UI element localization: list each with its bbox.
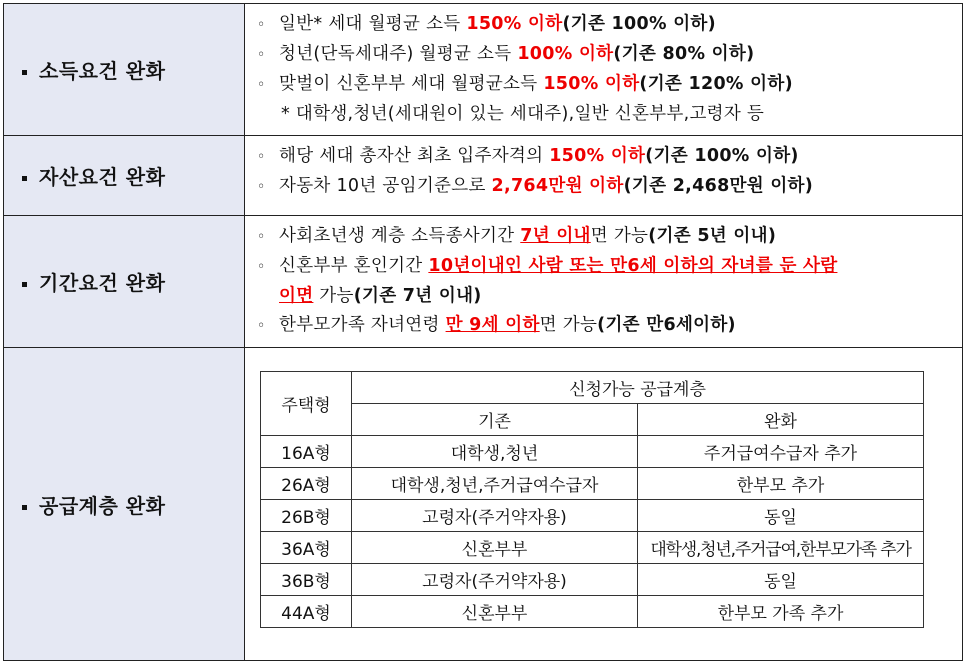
circle-bullet-icon: ◦ (257, 229, 266, 245)
content-line-continued (257, 282, 962, 311)
supply-class-table (260, 371, 924, 628)
circle-bullet-icon: ◦ (257, 17, 266, 33)
square-bullet-icon (22, 282, 27, 287)
header-after: 완화 (638, 404, 924, 436)
cell-after: 한부모 추가 (638, 468, 924, 500)
line-text: 청년(단독세대주) 월평균 소득 (279, 44, 518, 64)
table-subheader-row (261, 404, 924, 436)
line-text: 맞벌이 신혼부부 세대 월평균소득 (279, 74, 544, 94)
highlight-text: 10년이내인 사람 또는 만6세 이하의 자녀를 둔 사람 (428, 256, 838, 276)
circle-bullet-icon: ◦ (257, 47, 266, 63)
income-label-cell (4, 4, 245, 136)
highlight-text: 2,764만원 이하 (491, 176, 624, 196)
content-line (257, 252, 962, 282)
circle-bullet-icon: ◦ (257, 259, 266, 275)
previous-value-text: (기존 100% 이하) (562, 14, 716, 34)
content-line (257, 172, 962, 202)
previous-value-text: (기존 120% 이하) (639, 74, 793, 94)
highlight-text: 150% 이하 (466, 14, 563, 34)
cell-type: 36B형 (261, 564, 352, 596)
table-row (261, 436, 924, 468)
circle-bullet-icon: ◦ (257, 179, 266, 195)
table-row (261, 532, 924, 564)
cell-type: 26B형 (261, 500, 352, 532)
cell-type: 36A형 (261, 532, 352, 564)
asset-content-cell (245, 136, 963, 216)
line-text: 해당 세대 총자산 최초 입주자격의 (279, 146, 550, 166)
cell-after: 대학생,청년,주거급여,한부모가족 추가 (638, 532, 924, 564)
previous-value-text: (기존 7년 이내) (353, 286, 482, 306)
line-text: 한부모가족 자녀연령 (279, 315, 446, 335)
content-line (257, 10, 962, 40)
cell-type: 26A형 (261, 468, 352, 500)
row-label (22, 165, 165, 189)
cell-type: 16A형 (261, 436, 352, 468)
cell-before: 고령자(주거약자용) (352, 564, 638, 596)
line-text: 자동차 10년 공임기준으로 (279, 176, 492, 196)
cell-before: 대학생,청년,주거급여수급자 (352, 468, 638, 500)
highlight-text: 150% 이하 (549, 146, 646, 166)
content-line (257, 142, 962, 172)
row-label-text: 자산요건 완화 (39, 165, 166, 189)
circle-bullet-icon: ◦ (257, 318, 266, 334)
line-text: 일반* 세대 월평균 소득 (279, 14, 467, 34)
cell-after: 주거급여수급자 추가 (638, 436, 924, 468)
cell-before: 신혼부부 (352, 532, 638, 564)
row-label (22, 59, 165, 83)
supply-row (4, 348, 963, 661)
header-housing-type: 주택형 (261, 372, 352, 436)
income-row (4, 4, 963, 136)
table-row (261, 596, 924, 628)
supply-content-cell (245, 348, 963, 661)
footnote: * 대학생,청년(세대원이 있는 세대주),일반 신혼부부,고령자 등 (281, 104, 765, 124)
cell-after: 동일 (638, 564, 924, 596)
highlight-text: 100% 이하 (517, 44, 614, 64)
table-header-row (261, 372, 924, 404)
highlight-text: 7년 이내 (520, 226, 591, 246)
line-text: 가능 (313, 286, 354, 306)
table-row (261, 564, 924, 596)
highlight-text: 이면 (279, 286, 314, 306)
row-label (22, 494, 165, 518)
square-bullet-icon (22, 505, 27, 510)
cell-after: 한부모 가족 추가 (638, 596, 924, 628)
line-text: 면 가능 (539, 315, 598, 335)
previous-value-text: (기존 100% 이하) (645, 146, 799, 166)
row-label-text: 소득요건 완화 (39, 59, 166, 83)
content-line (257, 40, 962, 70)
header-eligible-classes: 신청가능 공급계층 (352, 372, 924, 404)
highlight-text: 만 9세 이하 (445, 315, 540, 335)
line-text: 신혼부부 혼인기간 (279, 256, 429, 276)
circle-bullet-icon: ◦ (257, 77, 266, 93)
cell-before: 고령자(주거약자용) (352, 500, 638, 532)
highlight-text: 150% 이하 (543, 74, 640, 94)
period-content-cell (245, 216, 963, 348)
previous-value-text: (기존 5년 이내) (648, 226, 777, 246)
cell-type: 44A형 (261, 596, 352, 628)
asset-label-cell (4, 136, 245, 216)
previous-value-text: (기존 만6세이하) (597, 315, 736, 335)
table-row (261, 468, 924, 500)
table-row (261, 500, 924, 532)
cell-before: 신혼부부 (352, 596, 638, 628)
row-label-text: 공급계층 완화 (39, 493, 166, 518)
row-label-text: 기간요건 완화 (39, 271, 166, 295)
income-content-cell (245, 4, 963, 136)
square-bullet-icon (22, 176, 27, 181)
header-before: 기존 (352, 404, 638, 436)
period-row (4, 216, 963, 348)
row-label (22, 271, 165, 295)
circle-bullet-icon: ◦ (257, 149, 266, 165)
line-text: 면 가능 (590, 226, 649, 246)
content-line (257, 311, 962, 341)
cell-before: 대학생,청년 (352, 436, 638, 468)
cell-after: 동일 (638, 500, 924, 532)
previous-value-text: (기존 80% 이하) (613, 44, 755, 64)
square-bullet-icon (22, 70, 27, 75)
content-line (257, 222, 962, 252)
line-text: 사회초년생 계층 소득종사기간 (279, 226, 521, 246)
supply-label-cell (4, 348, 245, 661)
previous-value-text: (기존 2,468만원 이하) (623, 176, 814, 196)
period-label-cell (4, 216, 245, 348)
asset-row (4, 136, 963, 216)
content-line (257, 70, 962, 100)
requirements-table (3, 3, 963, 661)
